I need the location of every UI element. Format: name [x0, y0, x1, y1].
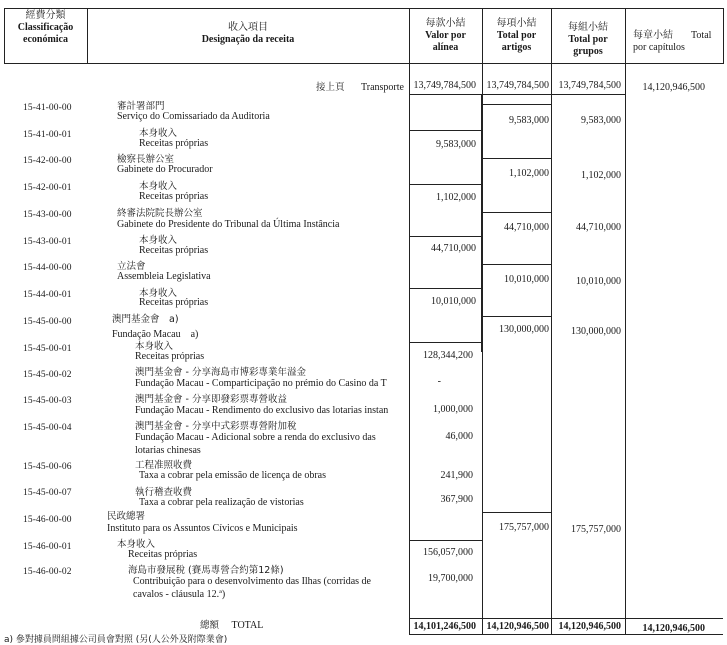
row-label-zh: 民政總署 — [107, 511, 146, 522]
rule — [409, 618, 723, 619]
row-label-pt: Fundação Macau - Rendimento do exclusivo das lotarias instan — [135, 405, 389, 416]
row-label-pt: Fundação Macau - Comparticipação no prémio do Casino da T — [135, 378, 387, 389]
row-alinea: 46,000 — [445, 431, 473, 442]
rule — [409, 634, 723, 635]
transport-artigos: 13,749,784,500 — [486, 80, 549, 91]
row-label-zh: 澳門基金會 - 分享即發彩票專營收益 — [135, 394, 287, 405]
row-label-zh: 立法會 — [117, 261, 146, 272]
row-label-pt: Receitas próprias — [135, 351, 205, 362]
transport-capitulos: 14,120,946,500 — [642, 82, 705, 93]
total-capitulos: 14,120,946,500 — [642, 623, 705, 634]
row-grupos: 44,710,000 — [576, 222, 621, 233]
header-grupos-zh: 每組小結 — [568, 22, 608, 33]
transport-alinea: 13,749,784,500 — [413, 80, 476, 91]
row-label-pt: Gabinete do Presidente do Tribunal da Última Instância — [117, 219, 340, 230]
rule — [409, 342, 482, 343]
header-item-zh: 收入項目 — [228, 22, 268, 33]
footnote: a) 參對據員問組據公司員會對照 (另(人公外及附際業會) — [4, 635, 228, 645]
row-code: 15-44-00-00 — [23, 263, 72, 273]
row-label-zh: 本身收入 — [135, 341, 174, 352]
row-alinea: 1,102,000 — [436, 192, 476, 203]
row-code: 15-45-00-07 — [23, 488, 72, 498]
header-alinea-pt2: alínea — [432, 42, 459, 53]
header-class-pt1: Classificação — [17, 22, 74, 33]
row-code: 15-45-00-06 — [23, 462, 72, 472]
row-grupos: 10,010,000 — [576, 276, 621, 287]
row-label-pt: Gabinete do Procurador — [117, 164, 213, 175]
rule — [409, 236, 482, 237]
row-label-pt: Receitas próprias — [128, 549, 198, 560]
row-label-zh: 本身收入 — [117, 539, 156, 550]
rule — [482, 8, 483, 64]
header-artigos-zh: 每項小結 — [496, 18, 537, 29]
row-alinea: 10,010,000 — [431, 296, 476, 307]
row-code: 15-45-00-00 — [23, 317, 72, 327]
row-alinea: 44,710,000 — [431, 243, 476, 254]
rule — [4, 8, 5, 64]
rule — [551, 64, 552, 634]
rule — [625, 64, 626, 634]
rule — [482, 212, 551, 213]
header-grupos-pt1: Total por — [568, 34, 608, 45]
row-alinea: 156,057,000 — [423, 547, 473, 558]
row-code: 15-46-00-00 — [23, 515, 72, 525]
row-alinea: 367,900 — [440, 494, 473, 505]
row-alinea: 128,344,200 — [423, 350, 473, 361]
row-label-zh: 海島市發展稅 (賽馬專營合約第12條) — [128, 565, 284, 576]
transport-label-pt: Transporte — [361, 82, 404, 93]
header-cap-total: Total — [691, 30, 712, 41]
row-label-zh: 本身收入 — [139, 288, 178, 299]
total-artigos: 14,120,946,500 — [486, 621, 549, 632]
row-label-pt: Instituto para os Assuntos Cívicos e Municipais — [107, 523, 298, 534]
rule — [625, 8, 626, 64]
row-code: 15-44-00-01 — [23, 290, 72, 300]
row-code: 15-41-00-01 — [23, 130, 72, 140]
rule — [409, 130, 482, 131]
row-label-zh: 執行稽查收費 — [135, 487, 193, 498]
row-label-pt: Receitas próprias — [139, 297, 209, 308]
rule — [482, 316, 551, 317]
header-grupos — [551, 22, 625, 64]
row-label-zh: 工程准照收費 — [135, 460, 193, 471]
header-artigos-pt1: Total por — [496, 30, 537, 41]
header-item-pt: Designação da receita — [201, 34, 295, 45]
row-alinea: - — [437, 376, 441, 387]
row-label-pt: Receitas próprias — [139, 191, 209, 202]
row-label-pt-cont: lotarias chinesas — [135, 445, 201, 456]
row-label-zh: 澳門基金會 a) — [112, 314, 179, 325]
rule — [409, 8, 410, 64]
row-label-pt: Taxa a cobrar pela realização de vistorias — [139, 497, 304, 508]
row-artigos: 10,010,000 — [504, 274, 549, 285]
row-label-pt-cont: cavalos - cláusula 12.ª) — [133, 589, 226, 600]
header-alinea — [409, 18, 482, 64]
header-cap-zh: 每章小結 — [633, 30, 673, 41]
row-code: 15-41-00-00 — [23, 103, 72, 113]
rule — [482, 512, 551, 513]
row-label-pt: Receitas próprias — [139, 245, 209, 256]
row-code: 15-45-00-04 — [23, 423, 72, 433]
row-artigos: 130,000,000 — [499, 324, 549, 335]
row-alinea: 9,583,000 — [436, 139, 476, 150]
header-cap-pt: por capítulos — [633, 42, 685, 53]
rule — [482, 104, 551, 105]
total-alinea: 14,101,246,500 — [413, 621, 476, 632]
header-alinea-zh: 每款小結 — [425, 18, 466, 29]
row-label-zh: 終審法院院長辦公室 — [117, 208, 203, 219]
total-label — [200, 617, 263, 631]
rule — [482, 264, 551, 265]
transport-label — [316, 79, 404, 93]
row-code: 15-45-00-03 — [23, 396, 72, 406]
row-label-pt: Serviço do Comissariado da Auditoria — [117, 111, 270, 122]
row-code: 15-42-00-00 — [23, 156, 72, 166]
row-label-pt: Fundação Macau - Adicional sobre a renda do exclusivo das — [135, 432, 376, 443]
header-class-zh: 經費分類 — [25, 10, 66, 21]
row-artigos: 1,102,000 — [509, 168, 549, 179]
header-grupos-pt2: grupos — [573, 46, 603, 57]
header-artigos-pt2: artigos — [501, 42, 532, 53]
total-label-zh: 總額 — [200, 620, 220, 631]
transport-grupos: 13,749,784,500 — [558, 80, 621, 91]
header-artigos — [482, 18, 551, 64]
header-alinea-pt1: Valor por — [425, 30, 466, 41]
row-label-zh: 本身收入 — [139, 181, 178, 192]
rule — [482, 64, 483, 634]
row-grupos: 130,000,000 — [571, 326, 621, 337]
row-alinea: 241,900 — [440, 470, 473, 481]
total-grupos: 14,120,946,500 — [558, 621, 621, 632]
row-label-pt: Assembleia Legislativa — [117, 271, 211, 282]
header-classification — [4, 10, 87, 64]
rule — [409, 540, 482, 541]
row-label-zh: 本身收入 — [139, 128, 178, 139]
row-artigos: 44,710,000 — [504, 222, 549, 233]
row-label-pt: Fundação Macau a) — [112, 329, 199, 340]
row-label-pt: Taxa a cobrar pela emissão de licença de obras — [139, 470, 326, 481]
row-label-zh: 澳門基金會 - 分享中式彩票專營附加稅 — [135, 421, 297, 432]
total-label-pt: TOTAL — [231, 620, 264, 631]
row-alinea: 19,700,000 — [428, 573, 473, 584]
row-grupos: 9,583,000 — [581, 115, 621, 126]
rule — [482, 158, 551, 159]
row-alinea: 1,000,000 — [433, 404, 473, 415]
row-grupos: 1,102,000 — [581, 170, 621, 181]
row-artigos: 175,757,000 — [499, 522, 549, 533]
rule — [409, 94, 482, 352]
header-class-pt2: económica — [23, 34, 68, 45]
row-label-pt: Receitas próprias — [139, 138, 209, 149]
row-artigos: 9,583,000 — [509, 115, 549, 126]
rule — [551, 8, 552, 64]
row-code: 15-45-00-02 — [23, 370, 72, 380]
row-code: 15-46-00-02 — [23, 567, 72, 577]
row-code: 15-46-00-01 — [23, 542, 72, 552]
row-label-zh: 本身收入 — [139, 235, 178, 246]
row-label-zh: 澳門基金會 - 分享海島市博彩專業年溢金 — [135, 367, 306, 378]
rule — [723, 8, 724, 64]
row-code: 15-42-00-01 — [23, 183, 72, 193]
rule — [4, 8, 724, 9]
row-code: 15-45-00-01 — [23, 344, 72, 354]
row-label-zh: 檢察長辦公室 — [117, 154, 175, 165]
header-designation — [87, 22, 409, 64]
rule — [409, 288, 482, 289]
row-label-pt: Contribuição para o desenvolvimento das Ilhas (corridas de — [133, 576, 371, 587]
row-code: 15-43-00-01 — [23, 237, 72, 247]
rule — [409, 184, 482, 185]
row-label-zh: 審計署部門 — [117, 101, 165, 112]
transport-label-zh: 接上頁 — [316, 82, 345, 93]
row-grupos: 175,757,000 — [571, 524, 621, 535]
header-capitulos — [625, 30, 723, 64]
rule — [87, 8, 88, 64]
row-code: 15-43-00-00 — [23, 210, 72, 220]
